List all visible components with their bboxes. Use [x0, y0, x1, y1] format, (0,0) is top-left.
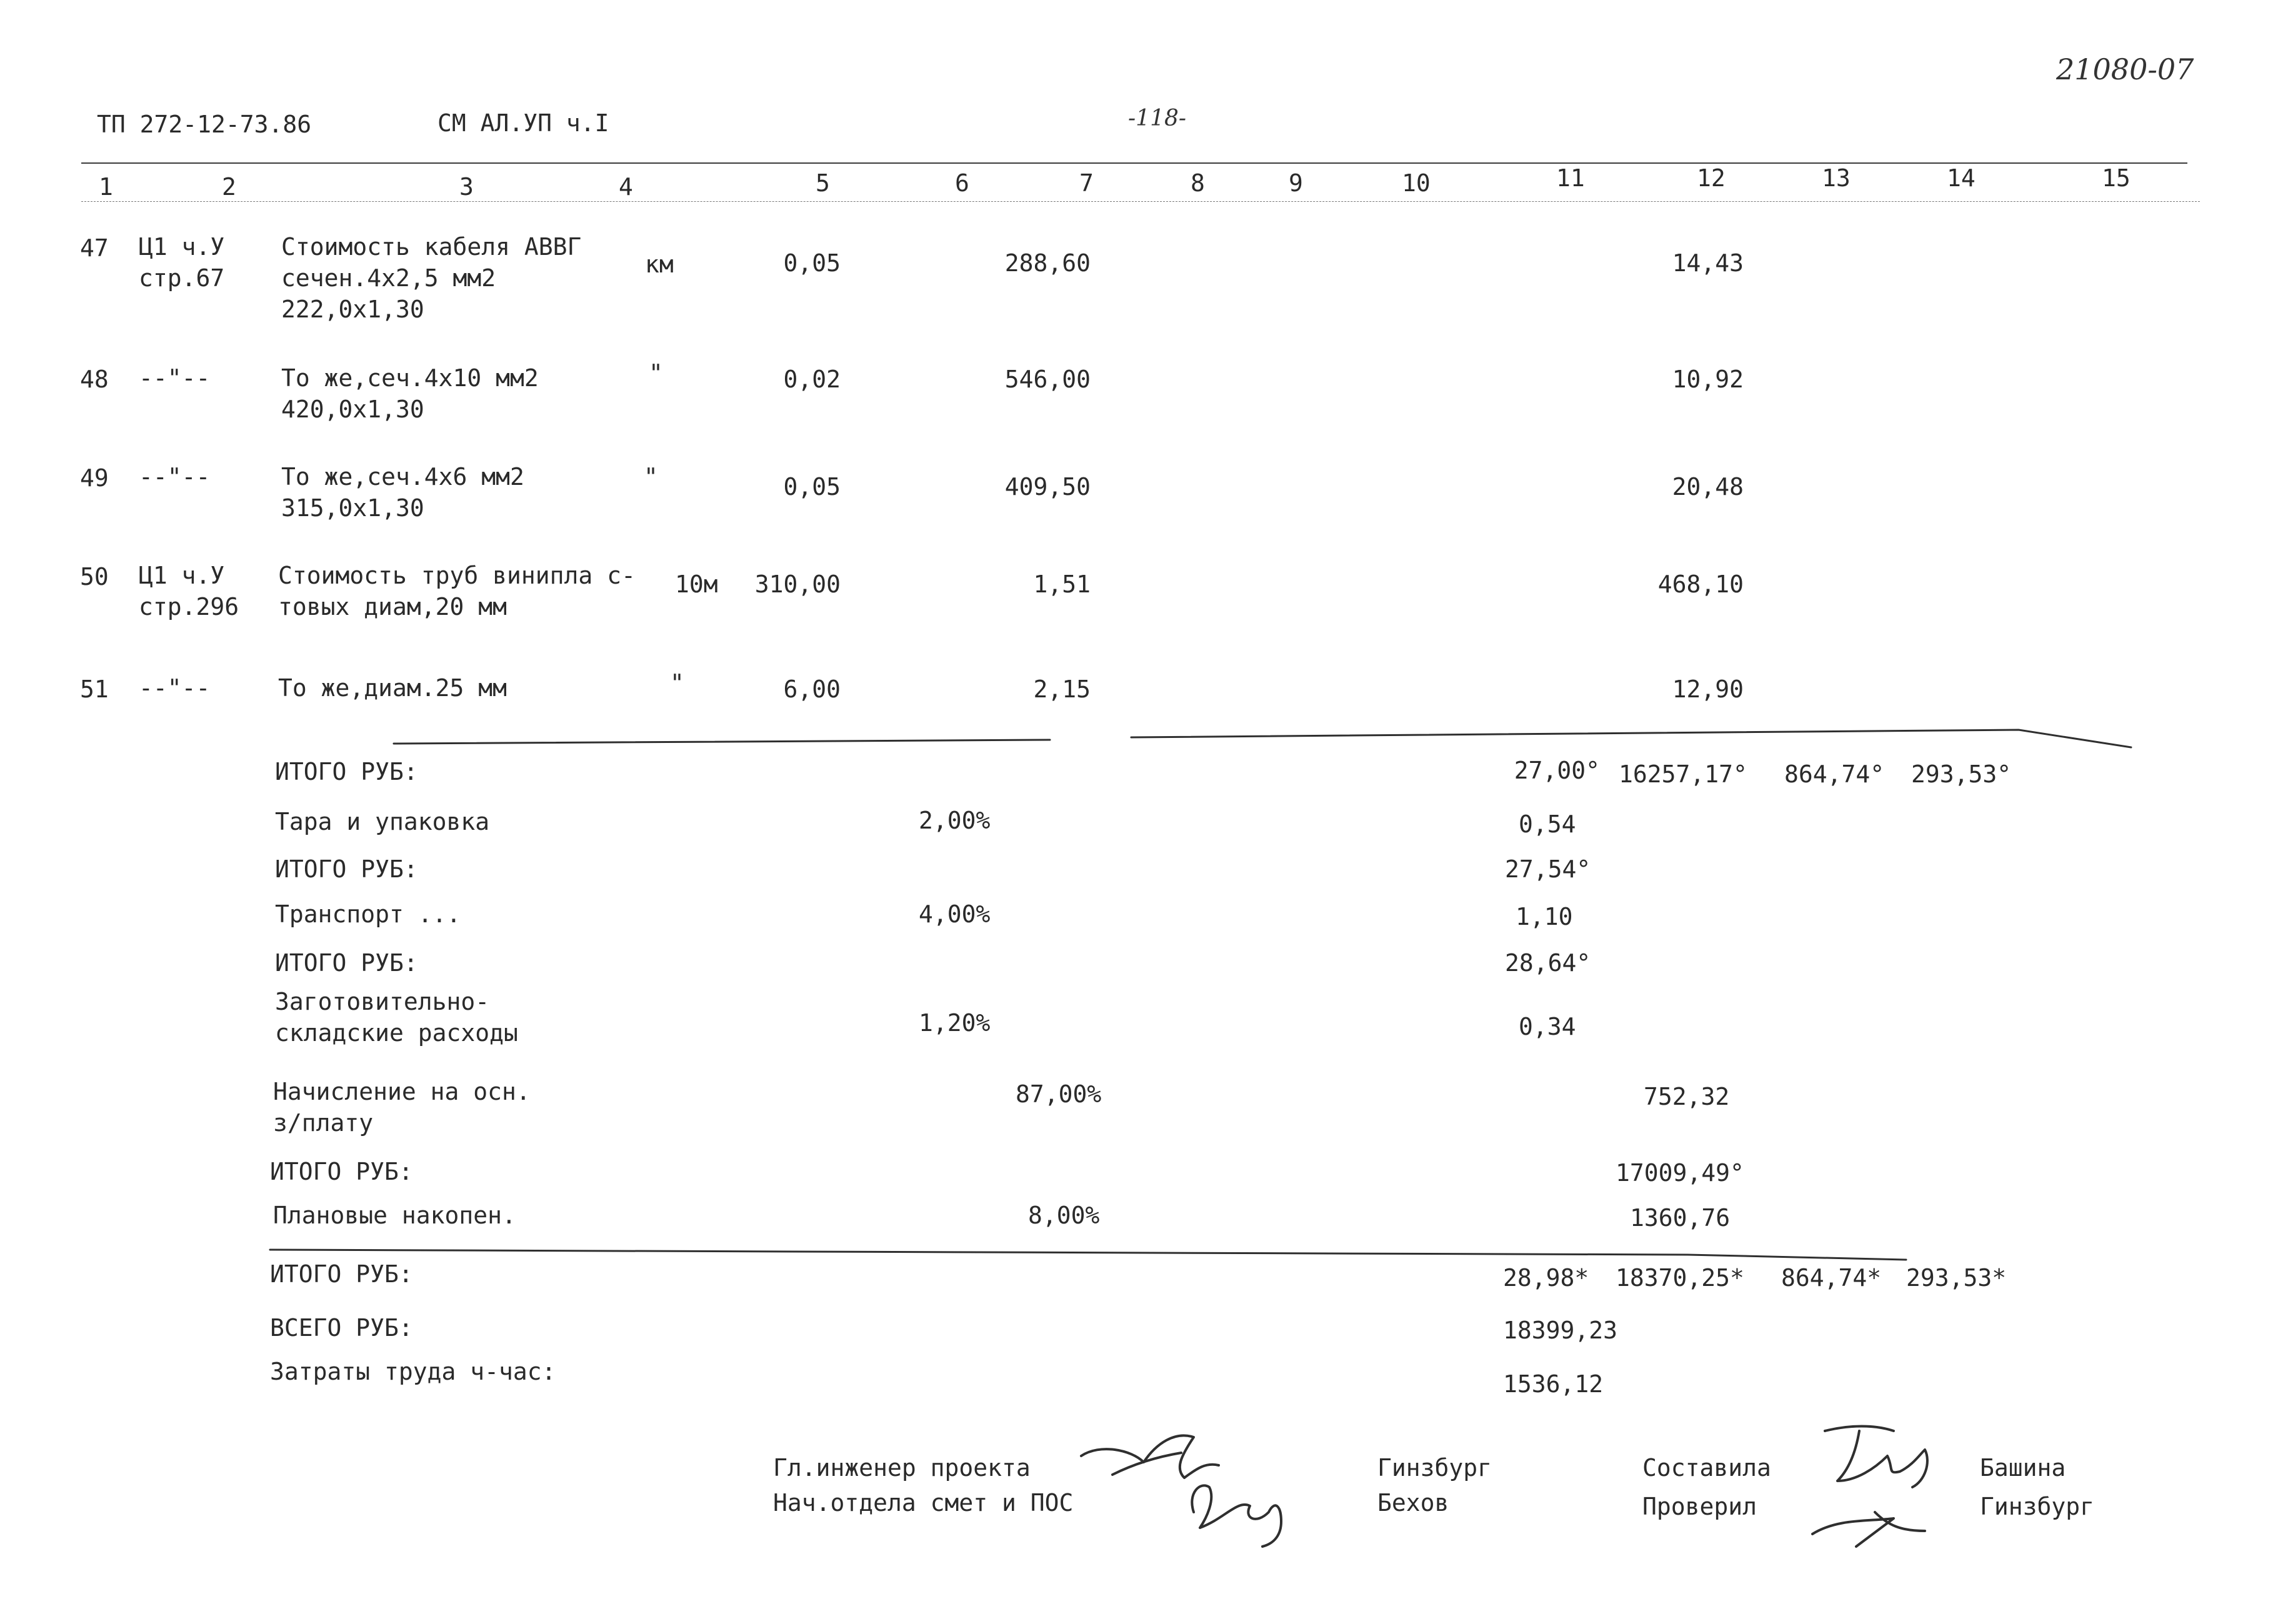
summary-label: Заготовительно- складские расходы — [275, 988, 518, 1047]
summary-label: ИТОГО РУБ: — [270, 1158, 413, 1185]
summary-label: ИТОГО РУБ: — [275, 949, 418, 977]
row-total: 10,92 — [1672, 366, 1744, 393]
row-source: --"-- — [139, 674, 211, 702]
summary-label: Транспорт ... — [275, 900, 461, 928]
row-description: То же,диам.25 мм — [278, 674, 507, 702]
col-header: 11 — [1556, 164, 1585, 192]
summary-col11: 27,54° — [1505, 855, 1591, 883]
row-unit: " — [670, 669, 684, 697]
handwritten-signature — [1075, 1418, 1337, 1556]
col-header: 2 — [222, 173, 236, 201]
summary-col12: 16257,17° — [1619, 760, 1747, 788]
checked-name: Гинзбург — [1980, 1493, 2095, 1520]
row-description: Стоимость кабеля АВВГ сечен.4х2,5 мм2 222,0х1,30 — [281, 233, 582, 323]
row-unit-price: 288,60 — [1004, 249, 1091, 277]
row-description: Стоимость труб винипла с- товых диам,20 мм — [278, 562, 636, 620]
row-description: То же,сеч.4х6 мм2 315,0х1,30 — [281, 463, 524, 522]
checked-title: Проверил — [1642, 1493, 1757, 1520]
col-header: 5 — [816, 169, 830, 197]
row-number: 47 — [80, 234, 109, 262]
row-unit-price: 546,00 — [1004, 366, 1091, 393]
col-header: 15 — [2102, 164, 2131, 192]
row-quantity: 0,05 — [783, 473, 841, 501]
summary-col14: 293,53° — [1911, 760, 2012, 788]
summary-label: ИТОГО РУБ: — [275, 855, 418, 883]
row-source: --"-- — [139, 364, 211, 392]
labor-value: 1536,12 — [1503, 1370, 1604, 1398]
row-number: 50 — [80, 563, 109, 590]
summary-percent-col7: 87,00% — [1016, 1080, 1102, 1108]
chief-engineer-name: Гинзбург — [1377, 1454, 1492, 1482]
section-code: СМ АЛ.УП ч.I — [437, 109, 609, 137]
col-header: 14 — [1947, 164, 1976, 192]
summary-percent: 2,00% — [919, 807, 991, 834]
row-source: Ц1 ч.У стр.296 — [139, 562, 239, 620]
summary-col12: 1360,76 — [1630, 1204, 1731, 1232]
row-quantity: 310,00 — [754, 570, 841, 598]
col-header: 6 — [955, 169, 969, 197]
dept-head-title: Нач.отдела смет и ПОС — [773, 1489, 1074, 1517]
summary-percent: 1,20% — [919, 1009, 991, 1037]
summary-label: ИТОГО РУБ: — [275, 758, 418, 785]
dept-head-name: Бехов — [1377, 1489, 1449, 1517]
summary-col11: 1,10 — [1516, 903, 1573, 930]
row-source: Ц1 ч.У стр.67 — [139, 233, 225, 292]
row-unit: 10м — [675, 570, 718, 598]
summary-col11: 0,34 — [1519, 1013, 1576, 1040]
row-quantity: 0,02 — [783, 366, 841, 393]
handwritten-signature — [1800, 1412, 1962, 1556]
summary-col12: 17009,49° — [1616, 1159, 1744, 1187]
compiled-title: Составила — [1642, 1454, 1771, 1482]
summary-col12: 752,32 — [1644, 1083, 1730, 1110]
row-number: 49 — [80, 464, 109, 492]
itogo-col12: 18370,25* — [1616, 1264, 1744, 1292]
col-header: 13 — [1822, 164, 1851, 192]
row-total: 20,48 — [1672, 473, 1744, 501]
col-header: 3 — [459, 173, 474, 201]
row-number: 48 — [80, 366, 109, 393]
summary-label: Начисление на осн. з/плату — [273, 1078, 531, 1137]
summary-col11: 27,00° — [1514, 757, 1600, 784]
archive-number: 21080-07 — [2056, 52, 2194, 86]
row-number: 51 — [80, 675, 109, 703]
col-header: 8 — [1191, 169, 1205, 197]
summary-percent: 4,00% — [919, 900, 991, 928]
doc-code: ТП 272-12-73.86 — [97, 111, 312, 138]
col-header: 9 — [1289, 169, 1303, 197]
summary-col13: 864,74° — [1784, 760, 1885, 788]
page-number: -118- — [1128, 106, 1187, 131]
row-unit: " — [649, 359, 663, 387]
labor-label: Затраты труда ч-час: — [270, 1358, 556, 1385]
vsego-value: 18399,23 — [1503, 1317, 1618, 1344]
itogo-col13: 864,74* — [1781, 1264, 1882, 1292]
col-header: 12 — [1697, 164, 1726, 192]
itogo-label: ИТОГО РУБ: — [270, 1260, 413, 1288]
summary-percent-col7: 8,00% — [1028, 1202, 1100, 1229]
row-source: --"-- — [139, 463, 211, 491]
chief-engineer-title: Гл.инженер проекта — [773, 1454, 1031, 1482]
itogo-col11: 28,98* — [1503, 1264, 1589, 1292]
row-description: То же,сеч.4х10 мм2 420,0х1,30 — [281, 364, 539, 423]
col-header: 1 — [99, 173, 113, 201]
compiled-name: Башина — [1980, 1454, 2066, 1482]
row-total: 468,10 — [1657, 570, 1744, 598]
row-total: 14,43 — [1672, 249, 1744, 277]
col-header: 10 — [1402, 169, 1431, 197]
row-unit-price: 409,50 — [1004, 473, 1091, 501]
row-total: 12,90 — [1672, 675, 1744, 703]
vsego-label: ВСЕГО РУБ: — [270, 1314, 413, 1342]
row-unit-price: 2,15 — [1033, 675, 1091, 703]
col-header: 7 — [1079, 169, 1094, 197]
itogo-col14: 293,53* — [1906, 1264, 2007, 1292]
row-unit: " — [644, 463, 658, 491]
summary-col11: 28,64° — [1505, 949, 1591, 977]
summary-col11: 0,54 — [1519, 810, 1576, 838]
row-unit-price: 1,51 — [1033, 570, 1091, 598]
col-header: 4 — [619, 173, 633, 201]
row-unit: км — [645, 251, 674, 278]
summary-label: Тара и упаковка — [275, 808, 490, 835]
summary-label: Плановые накопен. — [273, 1202, 516, 1229]
row-quantity: 0,05 — [783, 249, 841, 277]
row-quantity: 6,00 — [783, 675, 841, 703]
